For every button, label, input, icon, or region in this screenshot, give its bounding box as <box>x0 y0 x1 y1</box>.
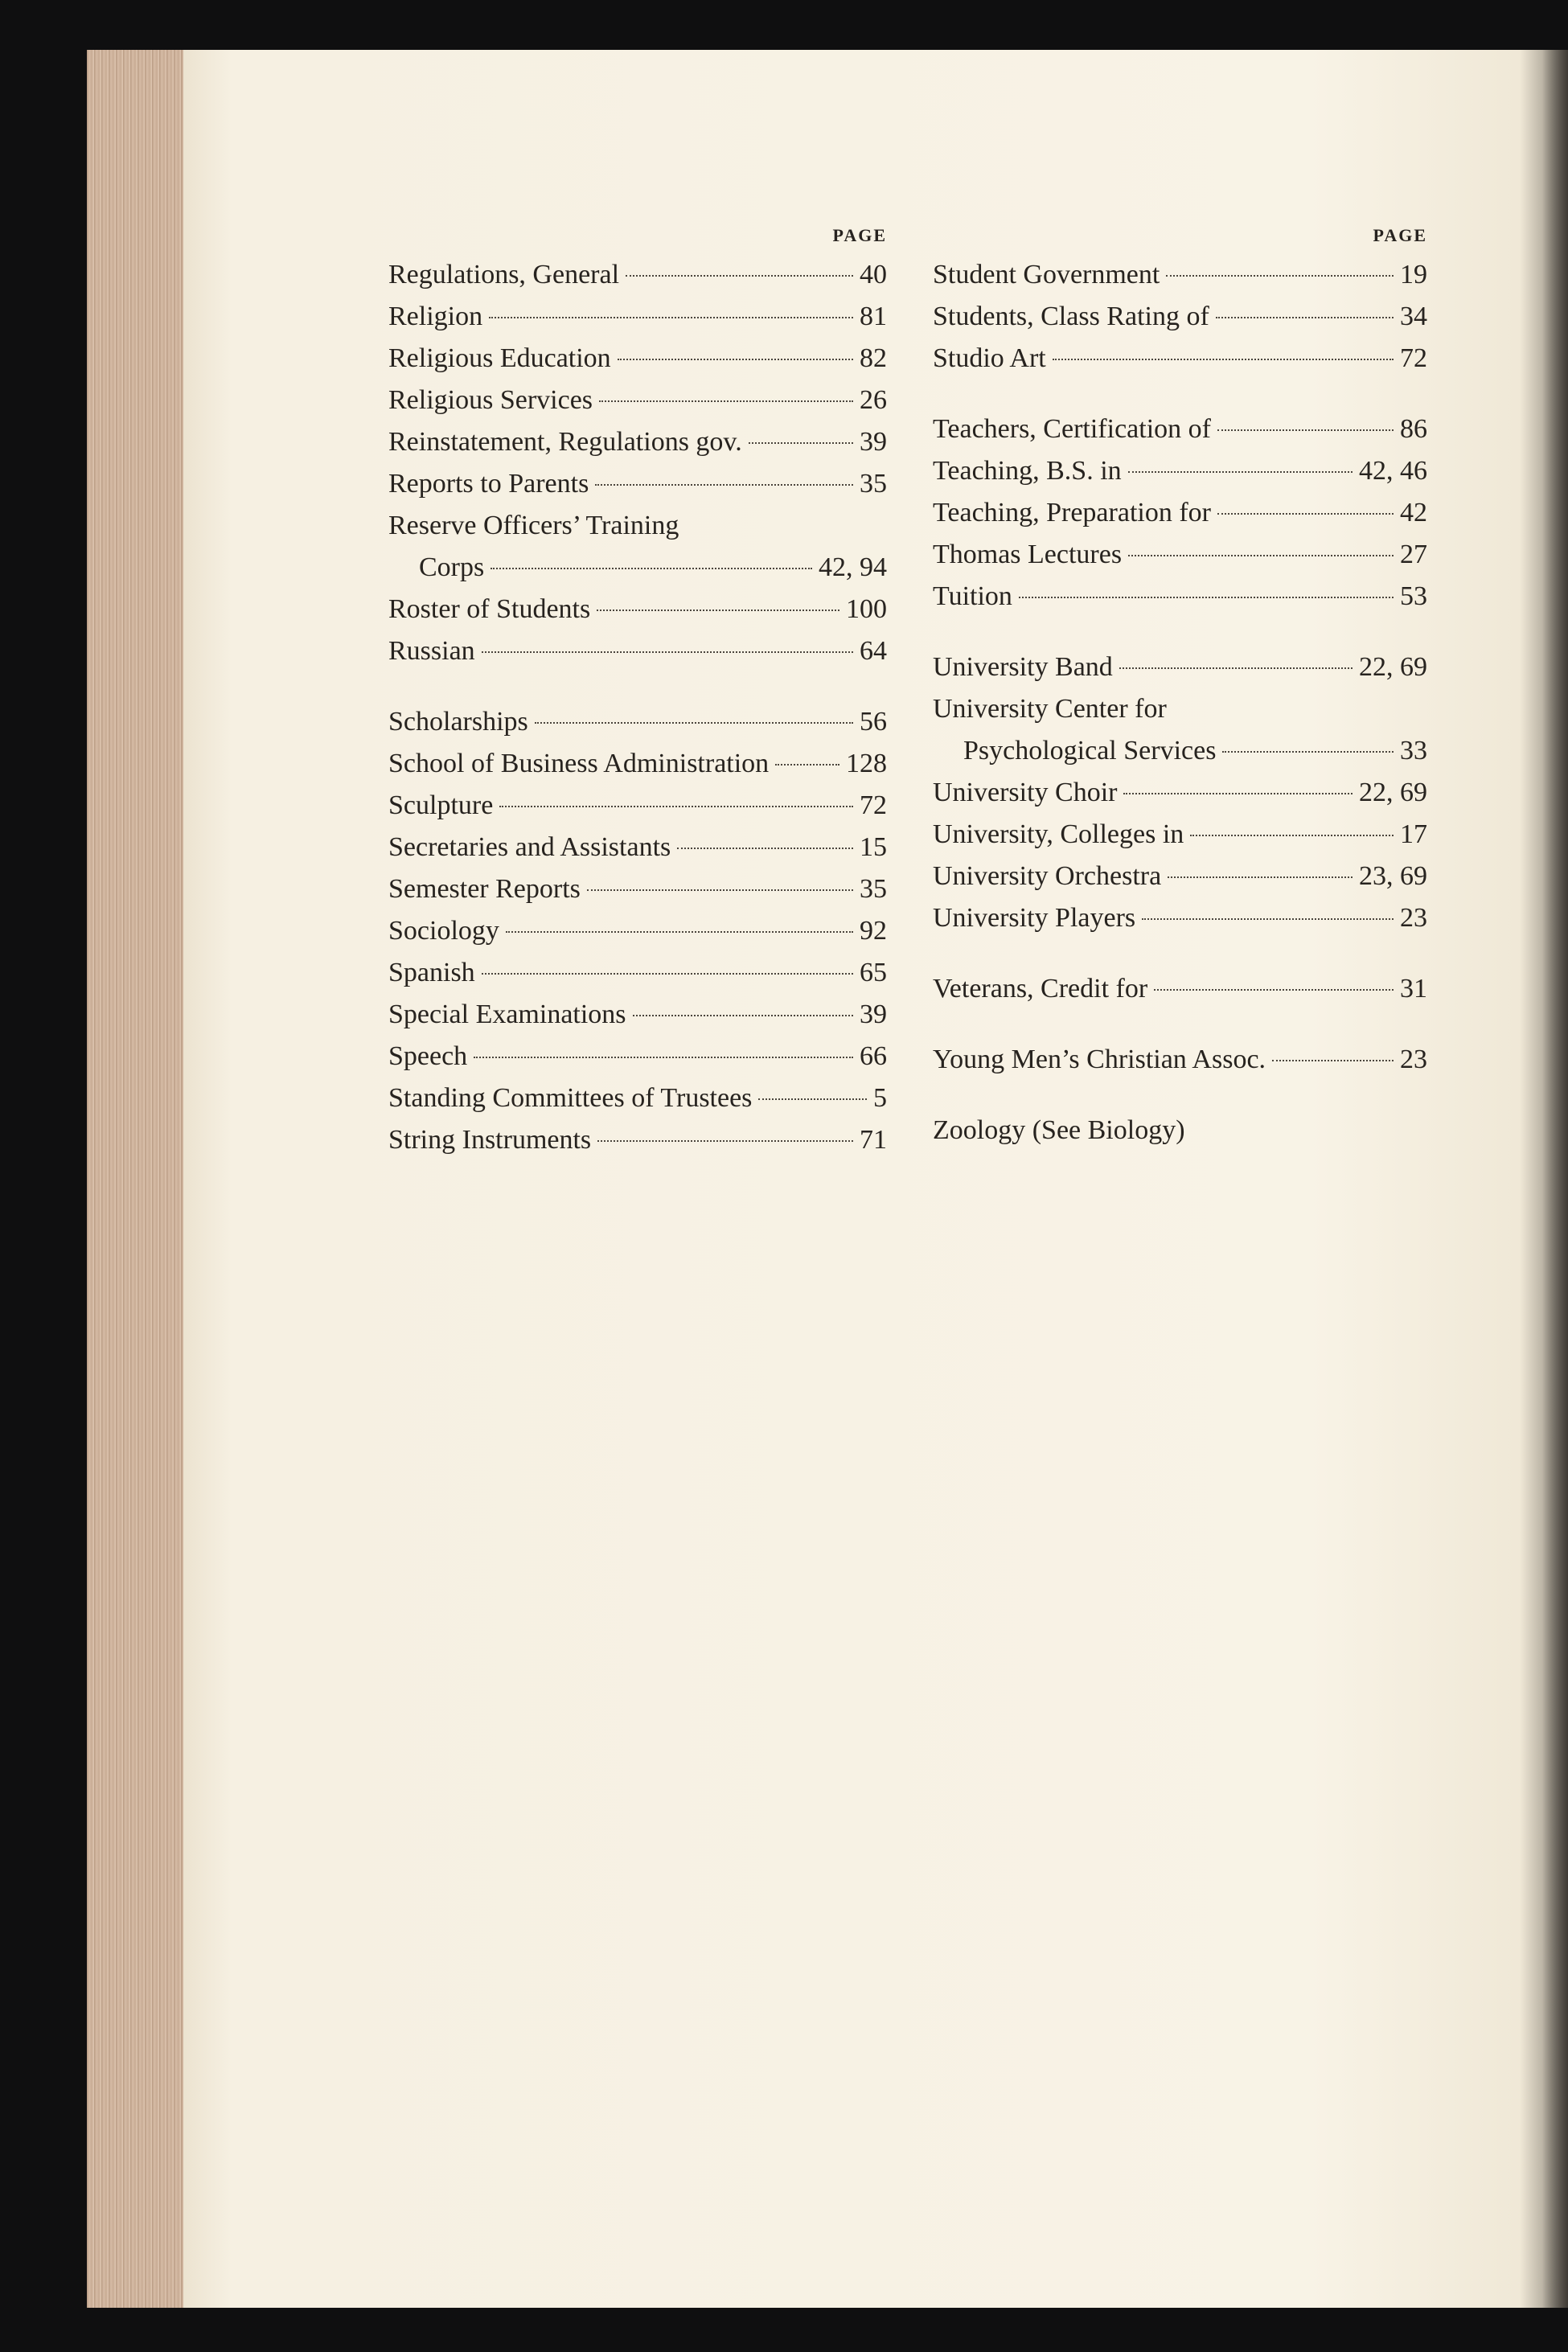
index-entries <box>933 254 1427 1151</box>
index-entry <box>388 994 887 1036</box>
index-entry-page-number: 17 <box>1400 819 1427 849</box>
index-entry <box>388 463 887 505</box>
index-entry-page-number: 15 <box>860 832 887 862</box>
index-entry-label: Sociology <box>388 916 499 946</box>
index-entry <box>933 814 1427 856</box>
index-entry-page-number: 23, 69 <box>1359 861 1427 891</box>
dot-leader <box>1019 597 1394 598</box>
dot-leader <box>1217 429 1394 431</box>
index-entry <box>933 576 1427 618</box>
index-entry <box>388 380 887 421</box>
letter-group-gap <box>933 939 1427 968</box>
dot-leader <box>1166 275 1394 277</box>
index-entry-label: String Instruments <box>388 1125 592 1155</box>
letter-group-gap <box>933 618 1427 646</box>
index-entry-label: Teachers, Certification of <box>933 414 1211 444</box>
index-entry-page-number: 81 <box>860 302 887 331</box>
index-entry-label: Reports to Parents <box>388 469 589 499</box>
page-fold-shadow <box>1520 50 1568 2308</box>
index-entry <box>388 952 887 994</box>
index-entry-label: University Orchestra <box>933 861 1162 891</box>
index-entry-label: Spanish <box>388 958 475 987</box>
letter-group-gap <box>933 1010 1427 1039</box>
index-entry <box>388 701 887 743</box>
dot-leader <box>1168 876 1353 878</box>
index-entry <box>388 1036 887 1077</box>
index-entry <box>388 421 887 463</box>
index-entry <box>388 547 887 589</box>
dot-leader <box>758 1098 867 1100</box>
letter-group-gap <box>933 380 1427 408</box>
index-entry-page-number: 71 <box>860 1125 887 1155</box>
index-entry-page-number: 33 <box>1400 736 1427 766</box>
index-entry-label: Psychological Services <box>963 736 1217 766</box>
dot-leader <box>1123 793 1353 794</box>
dot-leader <box>1142 918 1394 920</box>
index-entry-label: Corps <box>419 552 485 582</box>
letter-group-gap <box>933 1081 1427 1110</box>
dot-leader <box>1190 835 1394 836</box>
index-column-right <box>933 217 1427 1151</box>
index-entry-label: Scholarships <box>388 707 528 737</box>
index-entry <box>933 408 1427 450</box>
index-entry-page-number: 72 <box>1400 343 1427 373</box>
index-entry <box>933 968 1427 1010</box>
dot-leader <box>499 806 853 807</box>
index-entry-label: Sculpture <box>388 790 494 820</box>
index-entry-page-number: 65 <box>860 958 887 987</box>
dot-leader <box>597 1140 853 1142</box>
index-entry <box>933 450 1427 492</box>
index-entry-label: School of Business Administration <box>388 749 770 778</box>
index-entry-label: Studio Art <box>933 343 1046 373</box>
index-entry-page-number: 128 <box>846 749 887 778</box>
index-entry-page-number: 5 <box>873 1083 887 1113</box>
index-entry-label: Special Examinations <box>388 999 626 1029</box>
index-entry-page-number: 53 <box>1400 581 1427 611</box>
index-entry-page-number: 56 <box>860 707 887 737</box>
dot-leader <box>1272 1060 1394 1061</box>
index-entry <box>933 534 1427 576</box>
index-entry <box>388 505 887 547</box>
index-entry-page-number: 23 <box>1400 1045 1427 1074</box>
index-entry-label: Religious Education <box>388 343 611 373</box>
index-entry-page-number: 27 <box>1400 540 1427 569</box>
index-entry <box>388 743 887 785</box>
index-entry-label: University, Colleges in <box>933 819 1184 849</box>
dot-leader <box>749 442 853 444</box>
index-entry <box>388 254 887 296</box>
index-entry <box>933 296 1427 338</box>
dot-leader <box>491 568 812 569</box>
index-entry <box>388 338 887 380</box>
index-entry-label: Teaching, B.S. in <box>933 456 1122 486</box>
index-entry-page-number: 64 <box>860 636 887 666</box>
dot-leader <box>482 973 853 975</box>
index-entry-page-number: 42, 94 <box>819 552 887 582</box>
dot-leader <box>1128 471 1353 473</box>
index-entry-page-number: 39 <box>860 427 887 457</box>
index-entry-page-number: 35 <box>860 469 887 499</box>
index-entry-page-number: 22, 69 <box>1359 778 1427 807</box>
dot-leader <box>489 317 853 318</box>
index-entry <box>933 772 1427 814</box>
index-entry-label: Student Government <box>933 260 1160 289</box>
index-entry-page-number: 39 <box>860 999 887 1029</box>
index-entry <box>388 1077 887 1119</box>
index-entry-label: University Center for <box>933 694 1167 724</box>
index-entry-label: Zoology (See Biology) <box>933 1115 1185 1145</box>
letter-group-gap <box>388 672 887 701</box>
index-entry-page-number: 23 <box>1400 903 1427 933</box>
index-entry-label: Semester Reports <box>388 874 581 904</box>
index-entry-label: Roster of Students <box>388 594 591 624</box>
index-column-left <box>388 217 887 1161</box>
dot-leader <box>597 610 839 611</box>
index-entry-label: Speech <box>388 1041 468 1071</box>
index-entry-label: Religious Services <box>388 385 593 415</box>
index-entry-page-number: 35 <box>860 874 887 904</box>
dot-leader <box>599 400 853 402</box>
index-entry-page-number: 82 <box>860 343 887 373</box>
index-entry-label: Reinstatement, Regulations gov. <box>388 427 742 457</box>
index-entry-page-number: 31 <box>1400 974 1427 1004</box>
dot-leader <box>1216 317 1394 318</box>
page-column-header: PAGE <box>832 225 887 245</box>
index-entry-label: University Choir <box>933 778 1118 807</box>
dot-leader <box>775 764 839 766</box>
dot-leader <box>595 484 853 486</box>
index-entry-label: University Players <box>933 903 1136 933</box>
index-entry <box>933 254 1427 296</box>
dot-leader <box>535 722 853 724</box>
page-column-header: PAGE <box>1373 225 1427 245</box>
index-entry-label: Regulations, General <box>388 260 620 289</box>
index-entry-label: Students, Class Rating of <box>933 302 1209 331</box>
index-entry <box>933 492 1427 534</box>
dot-leader <box>1128 555 1394 556</box>
dot-leader <box>1222 751 1394 753</box>
dot-leader <box>1053 359 1394 360</box>
index-entry <box>933 646 1427 688</box>
index-entry <box>933 730 1427 772</box>
index-entry-page-number: 34 <box>1400 302 1427 331</box>
index-entry-page-number: 40 <box>860 260 887 289</box>
index-entry-label: Reserve Officers’ Training <box>388 511 679 540</box>
dot-leader <box>474 1057 853 1058</box>
index-entry <box>388 630 887 672</box>
index-entry <box>388 868 887 910</box>
index-entry <box>933 856 1427 897</box>
index-entry <box>388 827 887 868</box>
index-entry-label: Secretaries and Assistants <box>388 832 671 862</box>
index-entry-label: Veterans, Credit for <box>933 974 1148 1004</box>
index-entry-page-number: 66 <box>860 1041 887 1071</box>
dot-leader <box>626 275 853 277</box>
index-entry <box>933 1039 1427 1081</box>
index-entry-label: Standing Committees of Trustees <box>388 1083 753 1113</box>
index-entry-page-number: 22, 69 <box>1359 652 1427 682</box>
index-entry-label: Teaching, Preparation for <box>933 498 1211 527</box>
index-entry-label: University Band <box>933 652 1113 682</box>
index-entry-page-number: 92 <box>860 916 887 946</box>
dot-leader <box>587 889 853 891</box>
index-entry-page-number: 86 <box>1400 414 1427 444</box>
index-entry <box>933 688 1427 730</box>
dot-leader <box>506 931 853 933</box>
index-entry <box>933 338 1427 380</box>
index-entries <box>388 254 887 1161</box>
index-entry-label: Young Men’s Christian Assoc. <box>933 1045 1266 1074</box>
index-entry-label: Tuition <box>933 581 1012 611</box>
dot-leader <box>1217 513 1394 515</box>
dot-leader <box>677 848 853 849</box>
index-entry-label: Russian <box>388 636 475 666</box>
index-entry-page-number: 42, 46 <box>1359 456 1427 486</box>
index-entry-page-number: 26 <box>860 385 887 415</box>
index-entry <box>388 785 887 827</box>
dot-leader <box>618 359 853 360</box>
dot-leader <box>1154 989 1394 991</box>
index-entry-page-number: 19 <box>1400 260 1427 289</box>
index-entry <box>388 910 887 952</box>
index-entry <box>388 296 887 338</box>
dot-leader <box>482 651 853 653</box>
index-entry <box>933 897 1427 939</box>
book-page-edges <box>87 50 187 2308</box>
index-entry-label: Religion <box>388 302 483 331</box>
dot-leader <box>633 1015 853 1016</box>
index-entry <box>933 1110 1427 1151</box>
index-entry-label: Thomas Lectures <box>933 540 1123 569</box>
index-entry-page-number: 42 <box>1400 498 1427 527</box>
index-entry <box>388 589 887 630</box>
dot-leader <box>1119 667 1353 669</box>
index-entry-page-number: 100 <box>846 594 887 624</box>
index-entry-page-number: 72 <box>860 790 887 820</box>
index-entry <box>388 1119 887 1161</box>
